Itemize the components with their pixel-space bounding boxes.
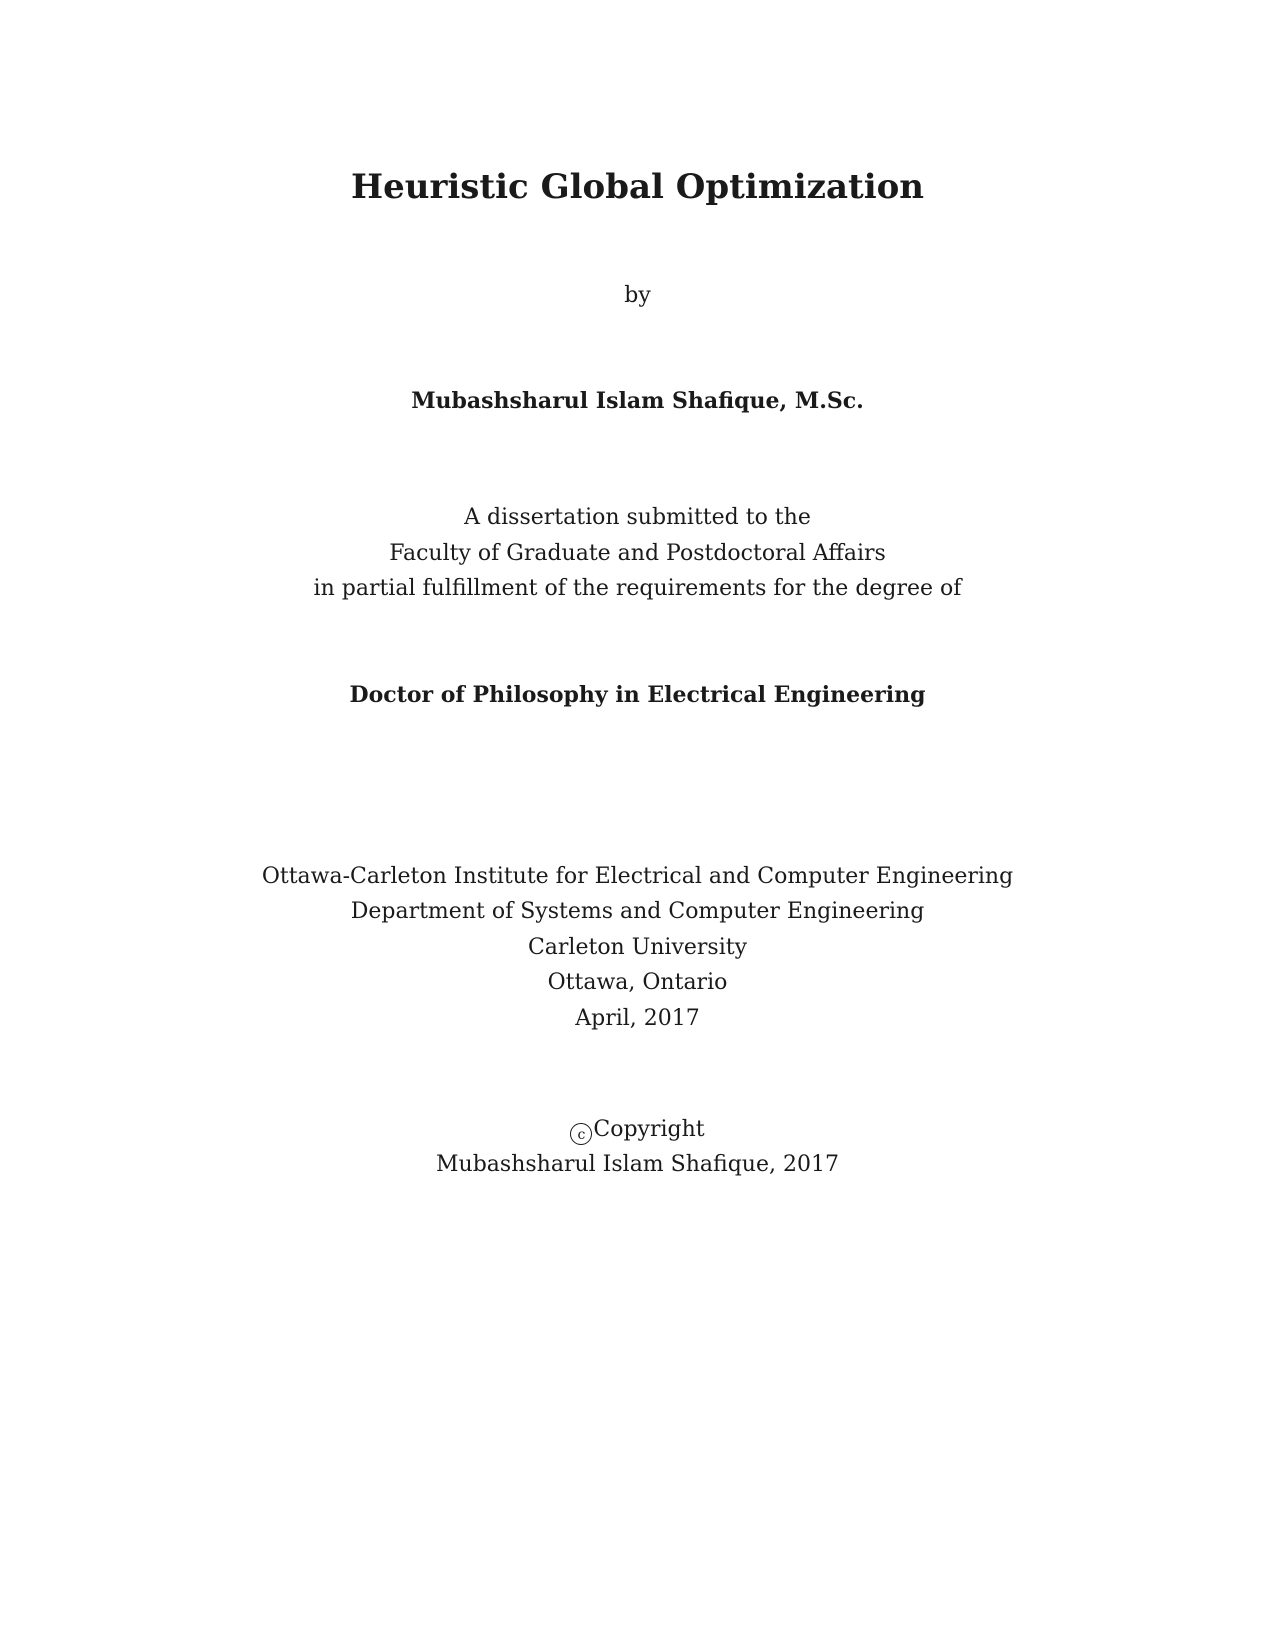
location-line: Ottawa, Ontario [547,970,728,995]
copyright-line [0,1119,1275,1145]
statement-line-3: in partial fulfillment of the requirements for the degree of [313,576,962,601]
statement-line-1: A dissertation submitted to the [464,505,811,530]
statement-line-2: Faculty of Graduate and Postdoctoral Affairs [389,541,886,566]
institute-line: Ottawa-Carleton Institute for Electrical and Computer Engineering [261,864,1014,889]
by-line: by [624,283,651,308]
degree-name: Doctor of Philosophy in Electrical Engineering [349,682,926,708]
copyright-label: Copyright [593,1117,705,1142]
date-line: April, 2017 [575,1006,700,1031]
author-name: Mubashsharul Islam Shafique, M.Sc. [411,388,864,414]
copyright-holder: Mubashsharul Islam Shafique, 2017 [436,1152,839,1177]
university-line: Carleton University [527,935,748,960]
dissertation-title: Heuristic Global Optimization [350,167,925,207]
copyright-icon: c [570,1123,592,1145]
department-line: Department of Systems and Computer Engineering [350,899,925,924]
